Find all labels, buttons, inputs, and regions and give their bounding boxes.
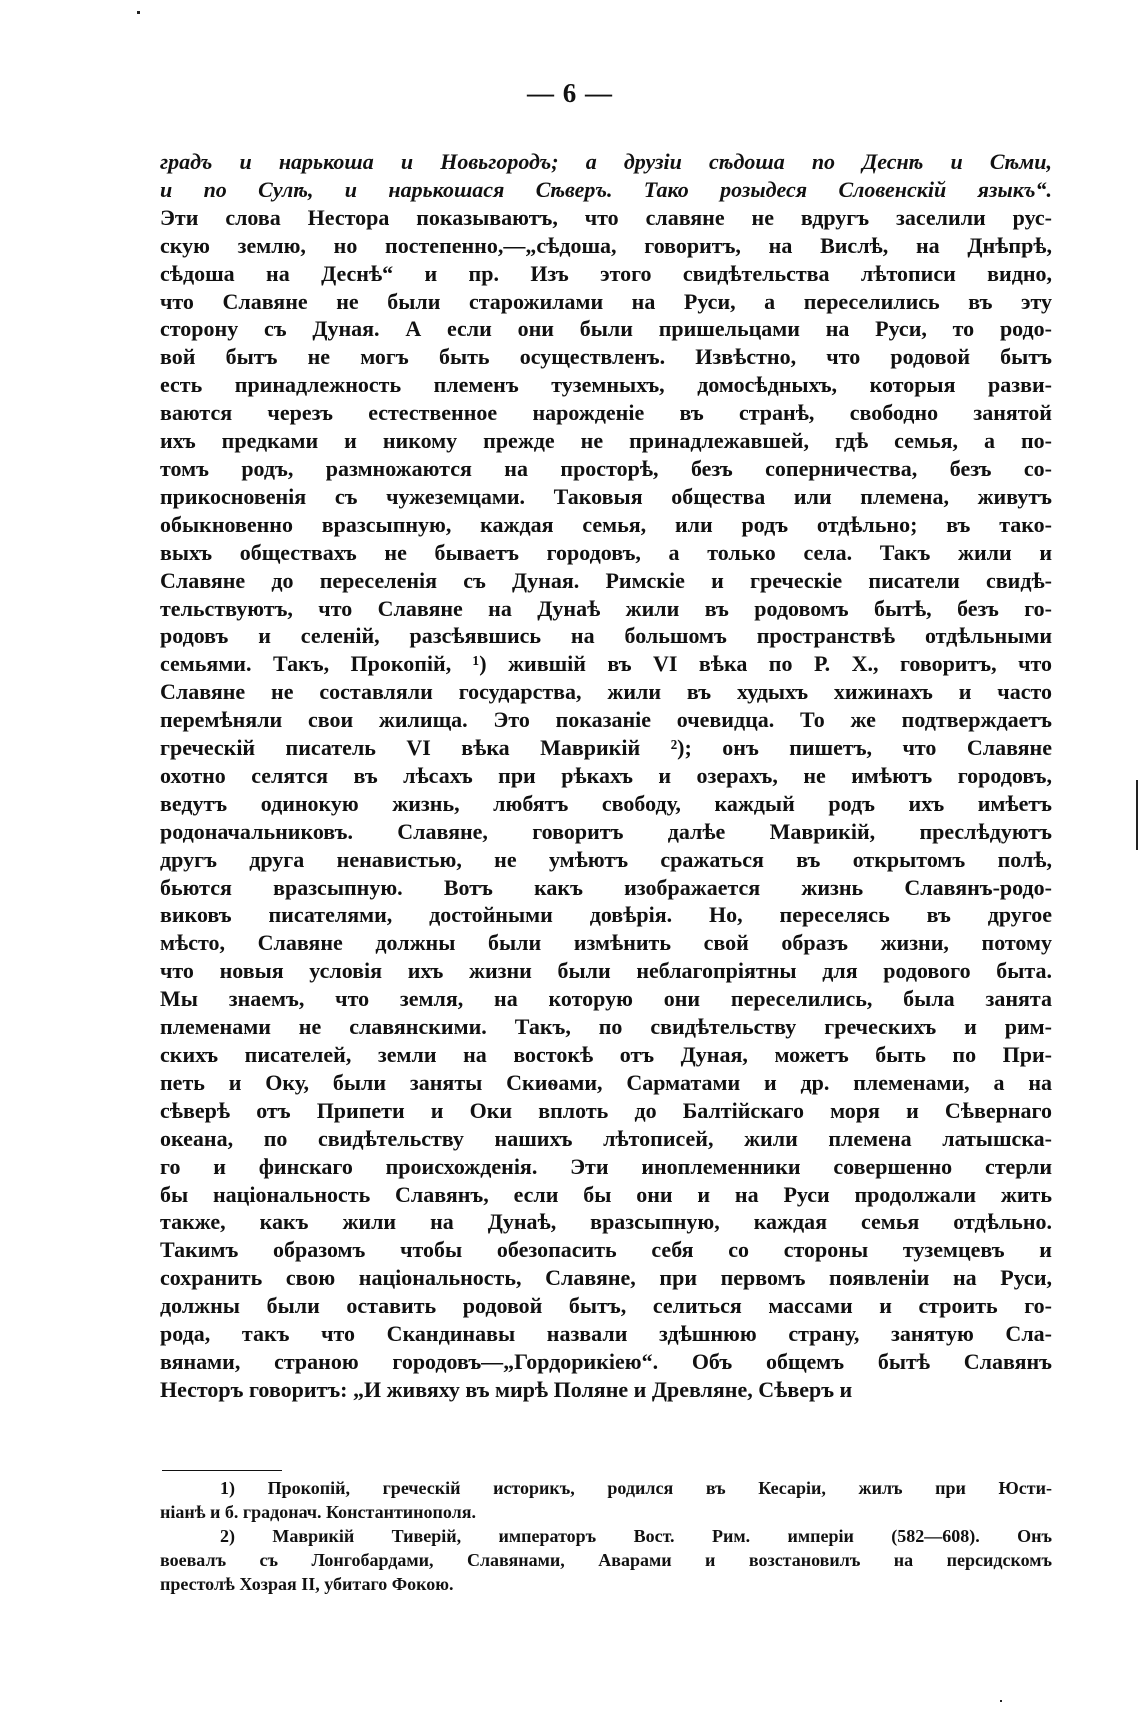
text-line: есть принадлежность племенъ туземныхъ, домосѣдныхъ, которыя разви-	[160, 372, 1052, 398]
text-line: обыкновенно вразсыпную, каждая семья, или родъ отдѣльно; въ тако-	[160, 511, 1052, 537]
footnotes	[160, 1476, 1052, 1596]
text-line: другъ друга ненавистью, не умѣютъ сражаться въ открытомъ полѣ,	[160, 846, 1052, 872]
text-line: Такимъ образомъ чтобы обезопасить себя со стороны туземцевъ и	[160, 1237, 1052, 1263]
text-line: ведутъ одинокую жизнь, любятъ свободу, каждый родъ ихъ имѣетъ	[160, 790, 1052, 816]
text-line: Несторъ говоритъ: „И живяху въ мирѣ Поляне и Древляне, Сѣверъ и	[160, 1376, 853, 1402]
body-text	[160, 148, 1052, 1404]
text-line: вой бытъ не могъ быть осуществленъ. Извѣстно, что родовой бытъ	[160, 344, 1052, 370]
text-line: бы національность Славянъ, если бы они и на Руси продолжали жить	[160, 1181, 1052, 1207]
text-line: семьями. Такъ, Прокопій, ¹) жившій въ VI вѣка по Р. Х., говоритъ, что	[160, 651, 1052, 677]
text-line: го и финскаго происхожденія. Эти иноплеменники совершенно стерли	[160, 1153, 1052, 1179]
text-line: и по Сулѣ, и нарькошася Сѣверъ. Тако розыдеся Словенскій языкъ“.	[160, 176, 1052, 202]
text-line: охотно селятся въ лѣсахъ при рѣкахъ и озерахъ, не имѣютъ городовъ,	[160, 762, 1052, 788]
text-line: скую землю, но постепенно,—„сѣдоша, говоритъ, на Вислѣ, на Днѣпрѣ,	[160, 232, 1052, 258]
text-line: племенами не славянскими. Такъ, по свидѣтельству греческихъ и рим-	[160, 1014, 1052, 1040]
text-line: Мы знаемъ, что земля, на которую они переселились, была занята	[160, 986, 1052, 1012]
text-line: скихъ писателей, земли на востокѣ отъ Дуная, можетъ быть по При-	[160, 1042, 1052, 1067]
footnote-line: 1) Прокопій, греческій историкъ, родился въ Кесаріи, жилъ при Юсти-	[220, 1478, 1052, 1498]
text-line: бьются вразсыпную. Вотъ какъ изображается жизнь Славянъ-родо-	[160, 874, 1052, 900]
text-line: родовъ и селеній, разсѣявшись на большомъ пространствѣ отдѣльными	[160, 623, 1052, 649]
scan-speck	[137, 11, 140, 14]
page-number: — 6 —	[527, 78, 613, 108]
text-line: градъ и нарькоша и Новьгородъ; а друзіи сѣдоша по Деснѣ и Сѣми,	[160, 149, 1052, 174]
text-line: тельствуютъ, что Славяне на Дунаѣ жили въ родовомъ бытѣ, безъ го-	[160, 595, 1052, 621]
text-line: должны были оставить родовой бытъ, селиться массами и строить го-	[160, 1293, 1052, 1319]
text-line: виковъ писателями, достойными довѣрія. Но, переселясь въ другое	[160, 902, 1052, 928]
text-line: греческій писатель VI вѣка Маврикій ²); онъ пишетъ, что Славяне	[160, 735, 1052, 761]
text-line: выхъ обществахъ не бываетъ городовъ, а только села. Такъ жили и	[160, 539, 1052, 565]
text-line: Славяне не составляли государства, жили въ худыхъ хижинахъ и часто	[160, 679, 1052, 705]
text-line: океана, по свидѣтельству нашихъ лѣтописей, жили племена латышска-	[160, 1125, 1052, 1151]
footnote-line: воевалъ съ Лонгобардами, Славянами, Аварами и возстановилъ на персидскомъ	[160, 1550, 1052, 1570]
footnote-separator	[162, 1470, 282, 1471]
text-line: рода, такъ что Скандинавы назвали здѣшнюю страну, занятую Сла-	[160, 1321, 1052, 1347]
text-line: Эти слова Нестора показываютъ, что славяне не вдругъ заселили рус-	[160, 204, 1052, 230]
text-line: родоначальниковъ. Славяне, говоритъ далѣе Маврикій, преслѣдуютъ	[160, 818, 1052, 844]
scan-edge-line	[1136, 780, 1138, 850]
text-line: что Славяне не были старожилами на Руси, а переселились въ эту	[160, 288, 1052, 314]
text-line: вянами, страною городовъ—„Гордорикіею“. Объ общемъ бытѣ Славянъ	[160, 1348, 1052, 1374]
text-line: сѣдоша на Деснѣ“ и пр. Изъ этого свидѣтельства лѣтописи видно,	[160, 260, 1052, 286]
text-line: сохранить свою національность, Славяне, при первомъ появленіи на Руси,	[160, 1265, 1052, 1291]
text-line: перемѣняли свои жилища. Это показаніе очевидца. То же подтверждаетъ	[160, 707, 1052, 733]
text-line: также, какъ жили на Дунаѣ, вразсыпную, каждая семья отдѣльно.	[160, 1209, 1052, 1235]
footnote-line: ніанѣ и б. градонач. Константинополя.	[160, 1502, 477, 1522]
text-line: прикосновенія съ чужеземцами. Таковыя общества или племена, живутъ	[160, 483, 1052, 509]
text-line: ваются черезъ естественное нарожденіе въ странѣ, свободно занятой	[160, 400, 1052, 426]
text-line: ихъ предками и никому прежде не принадлежавшей, гдѣ семья, а по-	[160, 428, 1052, 454]
text-line: мѣсто, Славяне должны были измѣнить свой образъ жизни, потому	[160, 930, 1052, 956]
scan-speck	[1000, 1700, 1002, 1702]
footnote-line: 2) Маврикій Тиверій, императоръ Вост. Рим. имперіи (582—608). Онъ	[220, 1526, 1052, 1546]
text-line: томъ родъ, размножаются на просторѣ, безъ соперничества, безъ со-	[160, 455, 1052, 481]
text-line: сѣверѣ отъ Припети и Оки вплоть до Балтійскаго моря и Сѣвернаго	[160, 1097, 1052, 1123]
text-line: сторону съ Дуная. А если они были пришельцами на Руси, то родо-	[160, 316, 1052, 342]
text-line: Славяне до переселенія съ Дуная. Римскіе и греческіе писатели свидѣ-	[160, 567, 1052, 593]
text-line: петь и Оку, были заняты Скиѳами, Сарматами и др. племенами, а на	[160, 1069, 1052, 1095]
footnote-line: престолѣ Хозрая II, убитаго Фокою.	[160, 1574, 454, 1594]
text-line: что новыя условія ихъ жизни были неблагопріятны для родового быта.	[160, 958, 1052, 984]
